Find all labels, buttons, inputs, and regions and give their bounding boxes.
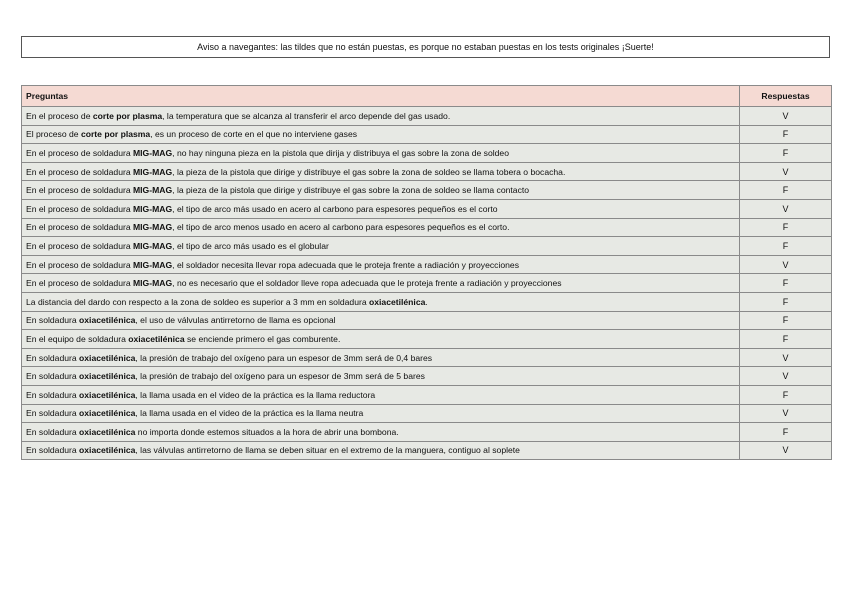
question-cell — [22, 125, 740, 144]
question-keyword: MIG-MAG — [133, 185, 173, 196]
answer-cell: F — [740, 311, 832, 330]
question-cell — [22, 348, 740, 367]
question-text: En soldadura — [26, 445, 80, 456]
question-keyword: oxiacetilénica — [79, 315, 136, 326]
table-row — [22, 385, 832, 404]
question-text: En el proceso de soldadura — [26, 147, 134, 158]
answer-cell: V — [740, 441, 832, 460]
question-cell — [22, 107, 740, 126]
question-keyword: MIG-MAG — [133, 259, 173, 270]
question-text: , el soldador necesita llevar ropa adecuada que le proteja frente a radiación y proyecciones — [172, 259, 520, 270]
question-cell — [22, 237, 740, 256]
table-row — [22, 144, 832, 163]
question-keyword: MIG-MAG — [133, 240, 173, 251]
question-text: , la presión de trabajo del oxígeno para un espesor de 3mm será de 0,4 bares — [135, 352, 433, 363]
question-keyword: MIG-MAG — [133, 278, 173, 289]
table-row — [22, 404, 832, 423]
answer-cell: F — [740, 237, 832, 256]
question-text: En el proceso de soldadura — [26, 203, 134, 214]
question-text: , es un proceso de corte en el que no interviene gases — [150, 129, 358, 140]
answer-cell: F — [740, 125, 832, 144]
question-text: no importa donde estemos situados a la hora de abrir una bombona. — [135, 426, 399, 437]
answer-cell: V — [740, 107, 832, 126]
question-cell — [22, 144, 740, 163]
answer-cell: F — [740, 144, 832, 163]
question-text: , la pieza de la pistola que dirige y distribuye el gas sobre la zona de soldeo se llama contacto — [172, 185, 530, 196]
question-text: En soldadura — [26, 371, 80, 382]
question-keyword: corte por plasma — [80, 129, 151, 140]
table-row — [22, 218, 832, 237]
table-row — [22, 125, 832, 144]
question-text: En el proceso de — [26, 110, 93, 121]
question-text: En el proceso de soldadura — [26, 185, 134, 196]
question-text: El proceso de — [26, 129, 81, 140]
table-row — [22, 237, 832, 256]
question-keyword: oxiacetilénica — [79, 389, 136, 400]
question-keyword: oxiacetilénica — [79, 371, 136, 382]
question-cell — [22, 311, 740, 330]
question-keyword: oxiacetilénica — [369, 296, 426, 307]
table-row — [22, 292, 832, 311]
table-row — [22, 181, 832, 200]
question-keyword: oxiacetilénica — [79, 445, 136, 456]
answer-cell: F — [740, 218, 832, 237]
answer-cell: F — [740, 274, 832, 293]
question-text: , no hay ninguna pieza en la pistola que dirija y distribuya el gas sobre la zona de soldeo — [172, 147, 509, 158]
question-text: , el tipo de arco menos usado en acero al carbono para espesores pequeños es el corto. — [172, 222, 510, 233]
table-row — [22, 199, 832, 218]
question-text: En el proceso de soldadura — [26, 240, 134, 251]
question-cell — [22, 292, 740, 311]
question-text: La distancia del dardo con respecto a la zona de soldeo es superior a 3 mm en soldadura — [26, 296, 370, 307]
answer-cell: V — [740, 367, 832, 386]
answer-cell: F — [740, 292, 832, 311]
answer-cell: F — [740, 330, 832, 349]
question-keyword: MIG-MAG — [133, 166, 173, 177]
question-text: , el uso de válvulas antirretorno de llama es opcional — [135, 315, 336, 326]
question-keyword: oxiacetilénica — [79, 352, 136, 363]
question-text: se enciende primero el gas comburente. — [184, 333, 341, 344]
question-text: En soldadura — [26, 408, 80, 419]
question-text: En soldadura — [26, 426, 80, 437]
question-text: En soldadura — [26, 389, 80, 400]
question-keyword: corte por plasma — [92, 110, 163, 121]
question-keyword: MIG-MAG — [133, 203, 173, 214]
question-text: , el tipo de arco más usado es el globular — [172, 240, 329, 251]
table-row — [22, 255, 832, 274]
question-text: En el proceso de soldadura — [26, 278, 134, 289]
header-questions: Preguntas — [22, 86, 740, 107]
answer-cell: V — [740, 348, 832, 367]
table-row — [22, 107, 832, 126]
answer-cell: F — [740, 423, 832, 442]
question-cell — [22, 181, 740, 200]
question-text: , las válvulas antirretorno de llama se deben situar en el extremo de la manguera, contiguo al soplete — [135, 445, 520, 456]
answer-cell: V — [740, 162, 832, 181]
question-cell — [22, 199, 740, 218]
table-row — [22, 311, 832, 330]
notice-banner — [21, 36, 830, 58]
question-cell — [22, 441, 740, 460]
question-text: , la temperatura que se alcanza al transferir el arco depende del gas usado. — [162, 110, 451, 121]
table-row — [22, 367, 832, 386]
question-keyword: MIG-MAG — [133, 147, 173, 158]
table-row — [22, 274, 832, 293]
question-text: , la pieza de la pistola que dirige y distribuye el gas sobre la zona de soldeo se llama tobera o bocacha. — [172, 166, 566, 177]
question-cell — [22, 423, 740, 442]
table-row — [22, 330, 832, 349]
questions-table — [21, 85, 832, 460]
answer-cell: V — [740, 199, 832, 218]
question-text: En soldadura — [26, 315, 80, 326]
notice-text: Aviso a navegantes: las tildes que no están puestas, es porque no estaban puestas en los tests originales ¡Suerte! — [197, 42, 654, 52]
question-text: , la presión de trabajo del oxígeno para un espesor de 3mm será de 5 bares — [135, 371, 425, 382]
question-keyword: oxiacetilénica — [79, 408, 136, 419]
answer-cell: F — [740, 385, 832, 404]
question-cell — [22, 218, 740, 237]
question-cell — [22, 162, 740, 181]
question-text: En el proceso de soldadura — [26, 222, 134, 233]
question-cell — [22, 255, 740, 274]
question-cell — [22, 330, 740, 349]
table-row — [22, 162, 832, 181]
question-text: En soldadura — [26, 352, 80, 363]
question-keyword: oxiacetilénica — [128, 333, 185, 344]
question-cell — [22, 367, 740, 386]
table-row — [22, 348, 832, 367]
question-cell — [22, 274, 740, 293]
answer-cell: V — [740, 255, 832, 274]
question-text: En el proceso de soldadura — [26, 259, 134, 270]
question-text: , no es necesario que el soldador lleve ropa adecuada que le proteja frente a radiación y proyecciones — [172, 278, 562, 289]
question-cell — [22, 404, 740, 423]
table-row — [22, 423, 832, 442]
question-text: . — [425, 296, 428, 307]
table-header-row — [22, 86, 832, 107]
question-keyword: oxiacetilénica — [79, 426, 136, 437]
question-cell — [22, 385, 740, 404]
answer-cell: F — [740, 181, 832, 200]
question-text: En el proceso de soldadura — [26, 166, 134, 177]
question-text: , la llama usada en el video de la práctica es la llama neutra — [135, 408, 364, 419]
question-keyword: MIG-MAG — [133, 222, 173, 233]
answer-cell: V — [740, 404, 832, 423]
table-row — [22, 441, 832, 460]
question-text: , el tipo de arco más usado en acero al carbono para espesores pequeños es el corto — [172, 203, 498, 214]
question-text: En el equipo de soldadura — [26, 333, 129, 344]
header-answers: Respuestas — [740, 86, 832, 107]
question-text: , la llama usada en el video de la práctica es la llama reductora — [135, 389, 376, 400]
